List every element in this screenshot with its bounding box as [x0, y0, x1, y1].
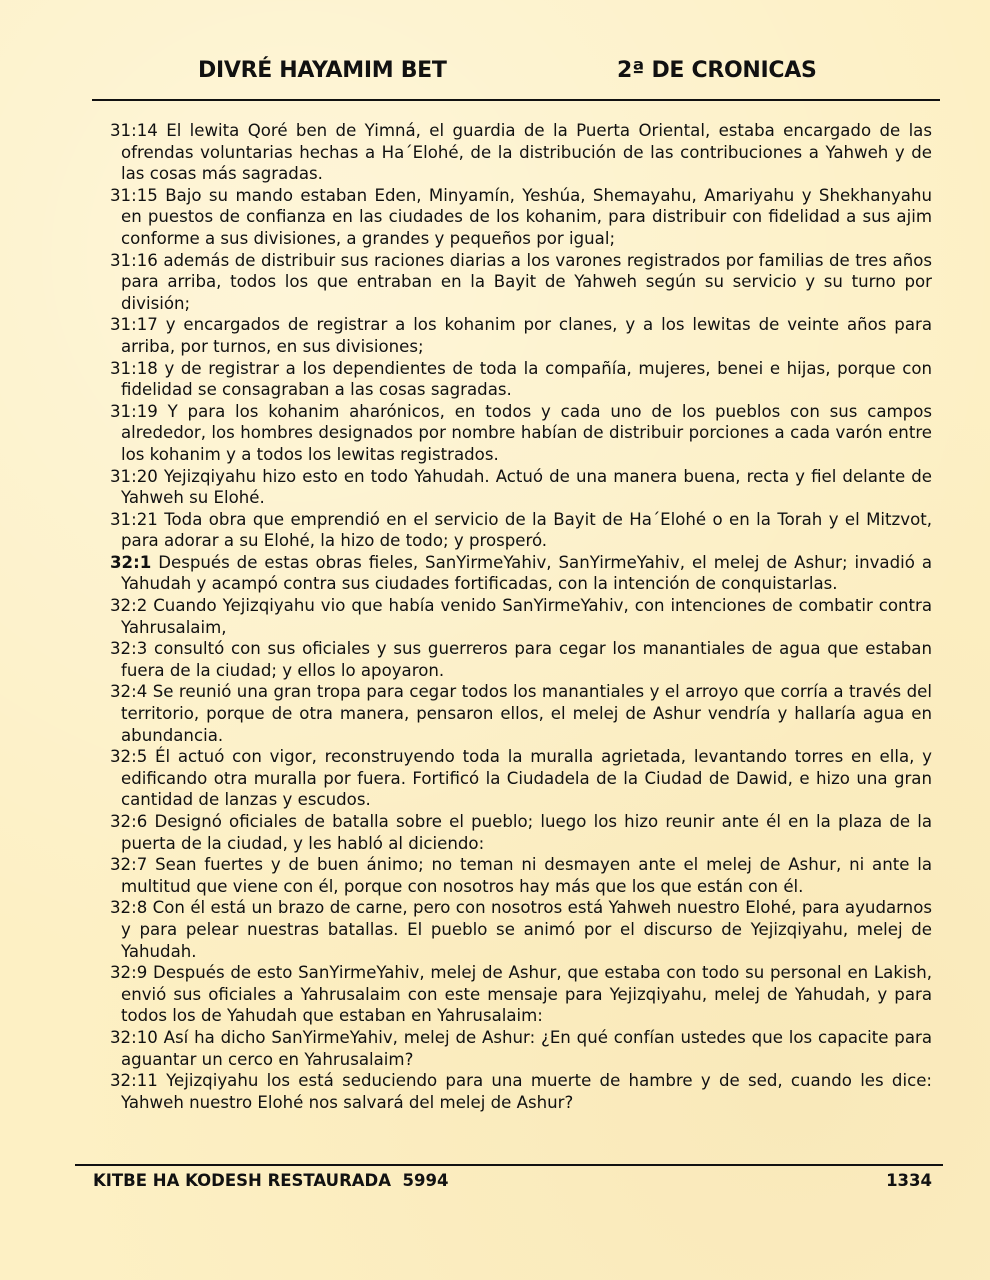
verse-reference: 32:7 [110, 855, 148, 875]
verse-list [110, 120, 932, 1113]
verse-reference: 32:5 [110, 747, 148, 767]
verse-reference: 31:16 [110, 250, 158, 270]
verse-reference: 31:17 [110, 315, 158, 335]
verse-text: Yejizqiyahu hizo esto en todo Yahudah. Actuó de una manera buena, recta y fiel delante de Yahweh su Elohé. [121, 466, 932, 508]
verse-text: además de distribuir sus raciones diarias a los varones registrados por familias de tres años para arriba, todos los que entraban en la Bayit de Yahweh según su servicio y su turno por división; [121, 250, 933, 313]
verse [110, 509, 932, 552]
verse-reference: 31:14 [110, 121, 158, 140]
page-header [92, 58, 940, 98]
verse [110, 595, 932, 638]
verse-reference: 32:8 [110, 898, 148, 918]
verse [110, 746, 932, 811]
verse-reference: 31:19 [110, 401, 158, 421]
verse [110, 120, 932, 185]
verse [110, 1027, 932, 1070]
verse-text: y de registrar a los dependientes de toda la compañía, mujeres, benei e hijas, porque con fidelidad se consagraban a las cosas sagradas. [121, 358, 932, 400]
verse [110, 358, 932, 401]
verse-reference: 32:10 [110, 1027, 158, 1047]
verse-reference: 31:15 [110, 185, 158, 205]
verse-text: Se reunió una gran tropa para cegar todos los manantiales y el arroyo que corría a través del territorio, porque de otra manera, pensaron ellos, el melej de Ashur vendría y hallaría agua en abundancia. [121, 682, 932, 745]
verse [110, 854, 932, 897]
verse [110, 1070, 932, 1113]
verse [110, 962, 932, 1027]
verse-text: Después de estas obras fieles, SanYirmeYahiv, SanYirmeYahiv, el melej de Ashur; invadió a Yahudah y acampó contra sus ciudades fortificadas, con la intención de conquistarlas. [121, 552, 932, 594]
footer-title: KITBE HA KODESH RESTAURADA 5994 [93, 1171, 449, 1190]
verse-text: Con él está un brazo de carne, pero con nosotros está Yahweh nuestro Elohé, para ayudarnos y para pelear nuestras batallas. El pueblo se animó por el discurso de Yejizqiyahu, melej de Yahudah. [121, 898, 932, 961]
header-divider [92, 99, 940, 101]
verse-text: Yejizqiyahu los está seduciendo para una muerte de hambre y de sed, cuando les dice: Yahweh nuestro Elohé nos salvará del melej de Ashur? [121, 1071, 933, 1112]
book-subtitle: 2ª DE CRONICAS [617, 58, 817, 83]
verse-reference: 31:21 [110, 509, 158, 529]
verse-text: Cuando Yejizqiyahu vio que había venido SanYirmeYahiv, con intenciones de combatir contra Yahrusalaim, [121, 596, 932, 637]
verse [110, 897, 932, 962]
verse-text: El lewita Qoré ben de Yimná, el guardia de la Puerta Oriental, estaba encargado de las ofrendas voluntarias hechas a Ha´Elohé, de la distribución de las contribuciones a Yahweh y de las cosas más sagradas. [121, 121, 932, 184]
verse [110, 811, 932, 854]
verse [110, 681, 932, 746]
verse [110, 401, 932, 466]
verse-reference: 32:2 [110, 596, 148, 616]
verse-reference: 31:20 [110, 466, 158, 486]
verse [110, 552, 932, 595]
verse-reference: 32:6 [110, 812, 148, 831]
verse-text: Bajo su mando estaban Eden, Minyamín, Yeshúa, Shemayahu, Amariyahu y Shekhanyahu en puestos de confianza en las ciudades de los kohanim, para distribuir con fidelidad a sus ajim conforme a sus divisiones, a grandes y pequeños por igual; [121, 185, 932, 248]
page-number: 1334 [886, 1171, 932, 1190]
verse-text: y encargados de registrar a los kohanim por clanes, y a los lewitas de veinte años para arriba, por turnos, en sus divisiones; [121, 315, 932, 356]
verse-text: Así ha dicho SanYirmeYahiv, melej de Ashur: ¿En qué confían ustedes que los capacite para aguantar un cerco en Yahrusalaim? [121, 1027, 932, 1069]
verse-text: Después de esto SanYirmeYahiv, melej de Ashur, que estaba con todo su personal en Lakish, envió sus oficiales a Yahrusalaim con este mensaje para Yejizqiyahu, melej de Yahudah, y para todos los de Yahudah que estaban en Yahrusalaim: [121, 963, 933, 1026]
verse-text: Toda obra que emprendió en el servicio de la Bayit de Ha´Elohé o en la Torah y el Mitzvot, para adorar a su Elohé, la hizo de todo; y prosperó. [121, 509, 932, 551]
verse-text: consultó con sus oficiales y sus guerreros para cegar los manantiales de agua que estaban fuera de la ciudad; y ellos lo apoyaron. [121, 639, 932, 680]
footer-divider [75, 1164, 943, 1166]
verse-reference: 32:4 [110, 682, 148, 702]
verse-text: Designó oficiales de batalla sobre el pueblo; luego los hizo reunir ante él en la plaza de la puerta de la ciudad, y les habló al diciendo: [121, 812, 933, 853]
verse-reference: 32:11 [110, 1071, 158, 1091]
verse-reference: 31:18 [110, 358, 158, 378]
verse-text: Sean fuertes y de buen ánimo; no teman ni desmayen ante el melej de Ashur, ni ante la multitud que viene con él, porque con nosotros hay más que los que están con él. [121, 855, 933, 896]
verse [110, 638, 932, 681]
verse-reference: 32:3 [110, 639, 148, 659]
verse-reference: 32:9 [110, 963, 148, 983]
verse [110, 250, 932, 315]
verse [110, 466, 932, 509]
book-title: DIVRÉ HAYAMIM BET [198, 58, 447, 83]
verse-reference: 32:1 [110, 552, 152, 572]
verse-text: Y para los kohanim aharónicos, en todos y cada uno de los pueblos con sus campos alrededor, los hombres designados por nombre habían de distribuir porciones a cada varón entre los kohanim y a todos los lewitas registrados. [121, 401, 932, 464]
verse [110, 185, 932, 250]
verse [110, 314, 932, 357]
verse-text: Él actuó con vigor, reconstruyendo toda la muralla agrietada, levantando torres en ella, y edificando otra muralla por fuera. Fortificó la Ciudadela de la Ciudad de Dawid, e hizo una gran cantidad de lanzas y escudos. [121, 747, 932, 810]
